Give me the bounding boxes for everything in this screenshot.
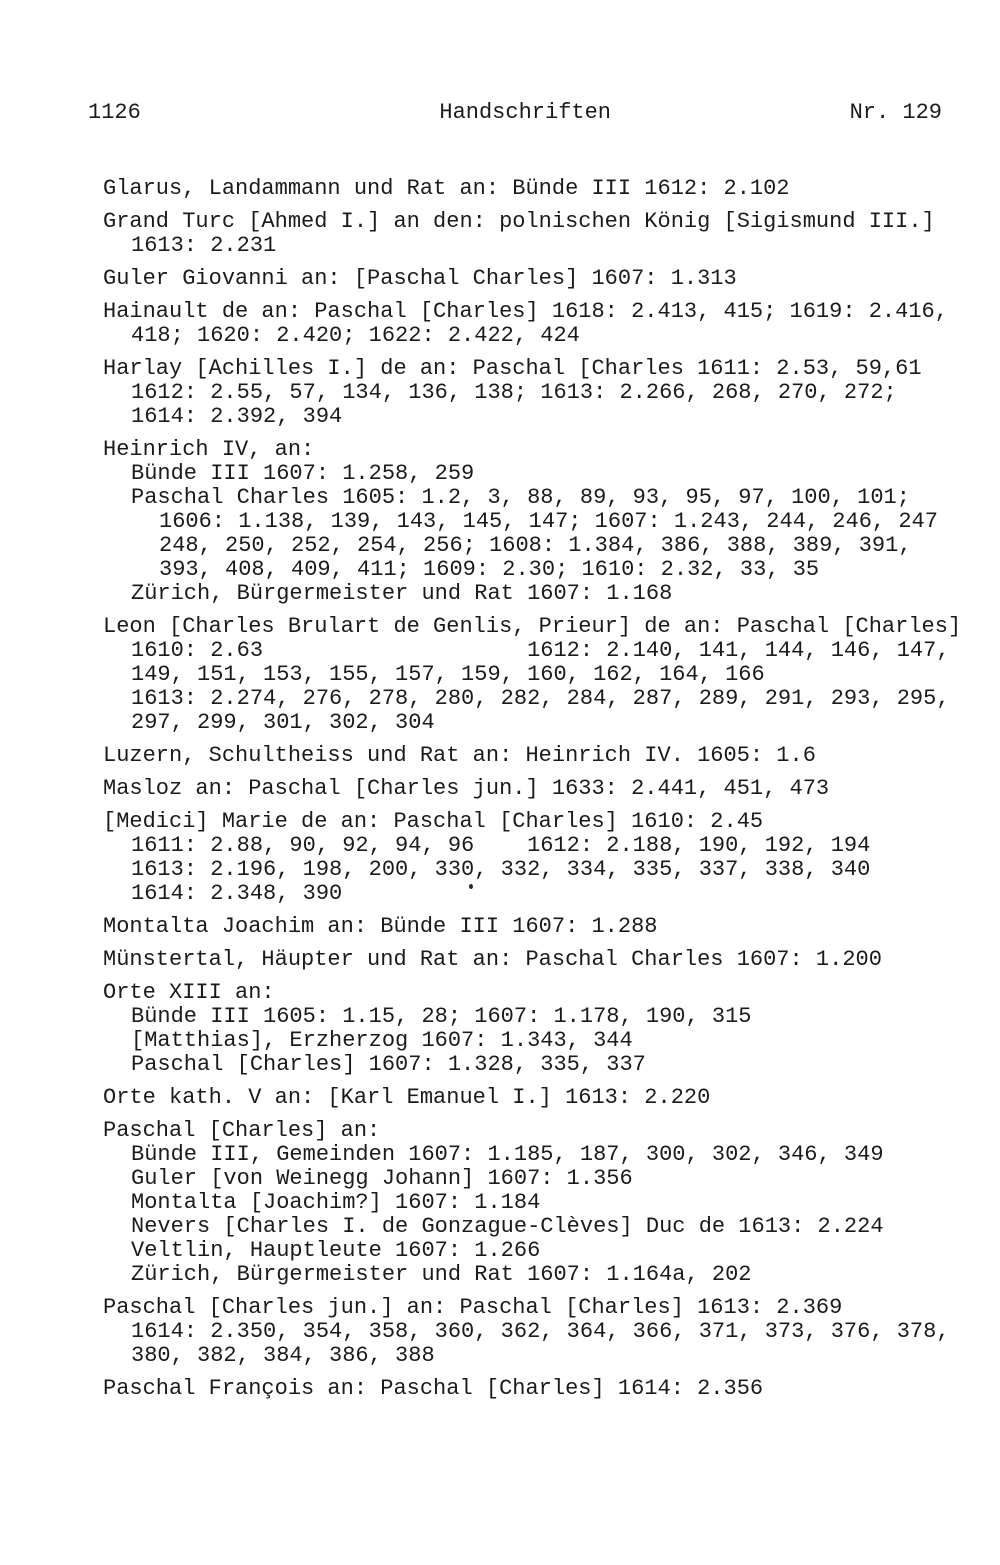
index-body bbox=[103, 177, 1000, 1401]
page-number: 1126 bbox=[88, 100, 141, 125]
page-header bbox=[0, 0, 1000, 125]
index-line: Guler Giovanni an: [Paschal Charles] 1607: 1.313 bbox=[103, 266, 737, 291]
index-line: Montalta [Joachim?] 1607: 1.184 bbox=[131, 1190, 541, 1215]
index-line: Paschal [Charles] 1607: 1.328, 335, 337 bbox=[131, 1052, 646, 1077]
index-line: 1614: 2.348, 390 bbox=[131, 881, 343, 906]
index-entry bbox=[103, 981, 1000, 1077]
index-line: Luzern, Schultheiss und Rat an: Heinrich IV. 1605: 1.6 bbox=[103, 743, 816, 768]
page-title: Handschriften bbox=[439, 100, 612, 125]
index-line: 248, 250, 252, 254, 256; 1608: 1.384, 386, 388, 389, 391, bbox=[159, 533, 912, 558]
index-entry bbox=[103, 810, 1000, 906]
index-entry bbox=[103, 267, 1000, 291]
index-entry bbox=[103, 1086, 1000, 1110]
index-line: Bünde III 1605: 1.15, 28; 1607: 1.178, 190, 315 bbox=[131, 1004, 752, 1029]
index-line: Paschal Charles 1605: 1.2, 3, 88, 89, 93, 95, 97, 100, 101; bbox=[131, 485, 910, 510]
index-line: Harlay [Achilles I.] de an: Paschal [Charles 1611: 2.53, 59,61 bbox=[103, 356, 922, 381]
index-entry bbox=[103, 777, 1000, 801]
header-issue-number: Nr. 129 bbox=[849, 100, 942, 125]
index-line: 1614: 2.350, 354, 358, 360, 362, 364, 366, 371, 373, 376, 378, bbox=[131, 1319, 950, 1344]
index-line: Paschal François an: Paschal [Charles] 1614: 2.356 bbox=[103, 1376, 764, 1401]
index-entry bbox=[103, 1377, 1000, 1401]
index-line: 1610: 2.63 1612: 2.140, 141, 144, 146, 147, bbox=[131, 638, 950, 663]
index-line: 149, 151, 153, 155, 157, 159, 160, 162, 164, 166 bbox=[131, 662, 765, 687]
index-line: 1613: 2.196, 198, 200, 330, 332, 334, 335, 337, 338, 340 bbox=[131, 857, 871, 882]
index-line: Paschal [Charles jun.] an: Paschal [Charles] 1613: 2.369 bbox=[103, 1295, 843, 1320]
index-line: Guler [von Weinegg Johann] 1607: 1.356 bbox=[131, 1166, 633, 1191]
index-line: Veltlin, Hauptleute 1607: 1.266 bbox=[131, 1238, 541, 1263]
index-entry bbox=[103, 177, 1000, 201]
index-line: Orte XIII an: bbox=[103, 980, 275, 1005]
index-line: 1613: 2.231 bbox=[131, 233, 277, 258]
index-entry bbox=[103, 210, 1000, 258]
index-line: Orte kath. V an: [Karl Emanuel I.] 1613: 2.220 bbox=[103, 1085, 711, 1110]
index-entry bbox=[103, 615, 1000, 735]
index-line: Zürich, Bürgermeister und Rat 1607: 1.168 bbox=[131, 581, 673, 606]
index-line: 393, 408, 409, 411; 1609: 2.30; 1610: 2.32, 33, 35 bbox=[159, 557, 820, 582]
index-line: 418; 1620: 2.420; 1622: 2.422, 424 bbox=[131, 323, 580, 348]
index-entry bbox=[103, 357, 1000, 429]
index-line: Nevers [Charles I. de Gonzague-Clèves] Duc de 1613: 2.224 bbox=[131, 1214, 884, 1239]
index-entry bbox=[103, 1296, 1000, 1368]
index-line: Hainault de an: Paschal [Charles] 1618: 2.413, 415; 1619: 2.416, bbox=[103, 299, 948, 324]
index-line: Leon [Charles Brulart de Genlis, Prieur] de an: Paschal [Charles] bbox=[103, 614, 962, 639]
index-line: 1614: 2.392, 394 bbox=[131, 404, 343, 429]
index-line: Heinrich IV, an: bbox=[103, 437, 315, 462]
index-entry bbox=[103, 438, 1000, 606]
index-line: Masloz an: Paschal [Charles jun.] 1633: 2.441, 451, 473 bbox=[103, 776, 830, 801]
index-line: 380, 382, 384, 386, 388 bbox=[131, 1343, 435, 1368]
index-line: [Matthias], Erzherzog 1607: 1.343, 344 bbox=[131, 1028, 633, 1053]
index-entry bbox=[103, 1119, 1000, 1287]
index-line: Münstertal, Häupter und Rat an: Paschal Charles 1607: 1.200 bbox=[103, 947, 882, 972]
index-line: 297, 299, 301, 302, 304 bbox=[131, 710, 435, 735]
index-line: Paschal [Charles] an: bbox=[103, 1118, 381, 1143]
index-line: Montalta Joachim an: Bünde III 1607: 1.288 bbox=[103, 914, 658, 939]
index-line: Grand Turc [Ahmed I.] an den: polnischen König [Sigismund III.] bbox=[103, 209, 935, 234]
index-line: Bünde III 1607: 1.258, 259 bbox=[131, 461, 475, 486]
index-entry bbox=[103, 948, 1000, 972]
index-line: Bünde III, Gemeinden 1607: 1.185, 187, 300, 302, 346, 349 bbox=[131, 1142, 884, 1167]
index-line: 1606: 1.138, 139, 143, 145, 147; 1607: 1.243, 244, 246, 247 bbox=[159, 509, 938, 534]
index-entry bbox=[103, 300, 1000, 348]
index-line: [Medici] Marie de an: Paschal [Charles] 1610: 2.45 bbox=[103, 809, 764, 834]
index-line: Glarus, Landammann und Rat an: Bünde III 1612: 2.102 bbox=[103, 176, 790, 201]
index-line: 1611: 2.88, 90, 92, 94, 96 1612: 2.188, 190, 192, 194 bbox=[131, 833, 871, 858]
index-line: 1612: 2.55, 57, 134, 136, 138; 1613: 2.266, 268, 270, 272; bbox=[131, 380, 897, 405]
index-line: 1613: 2.274, 276, 278, 280, 282, 284, 287, 289, 291, 293, 295, bbox=[131, 686, 950, 711]
index-entry bbox=[103, 915, 1000, 939]
index-line: Zürich, Bürgermeister und Rat 1607: 1.164a, 202 bbox=[131, 1262, 752, 1287]
scan-artifact-dot bbox=[469, 884, 473, 889]
index-entry bbox=[103, 744, 1000, 768]
